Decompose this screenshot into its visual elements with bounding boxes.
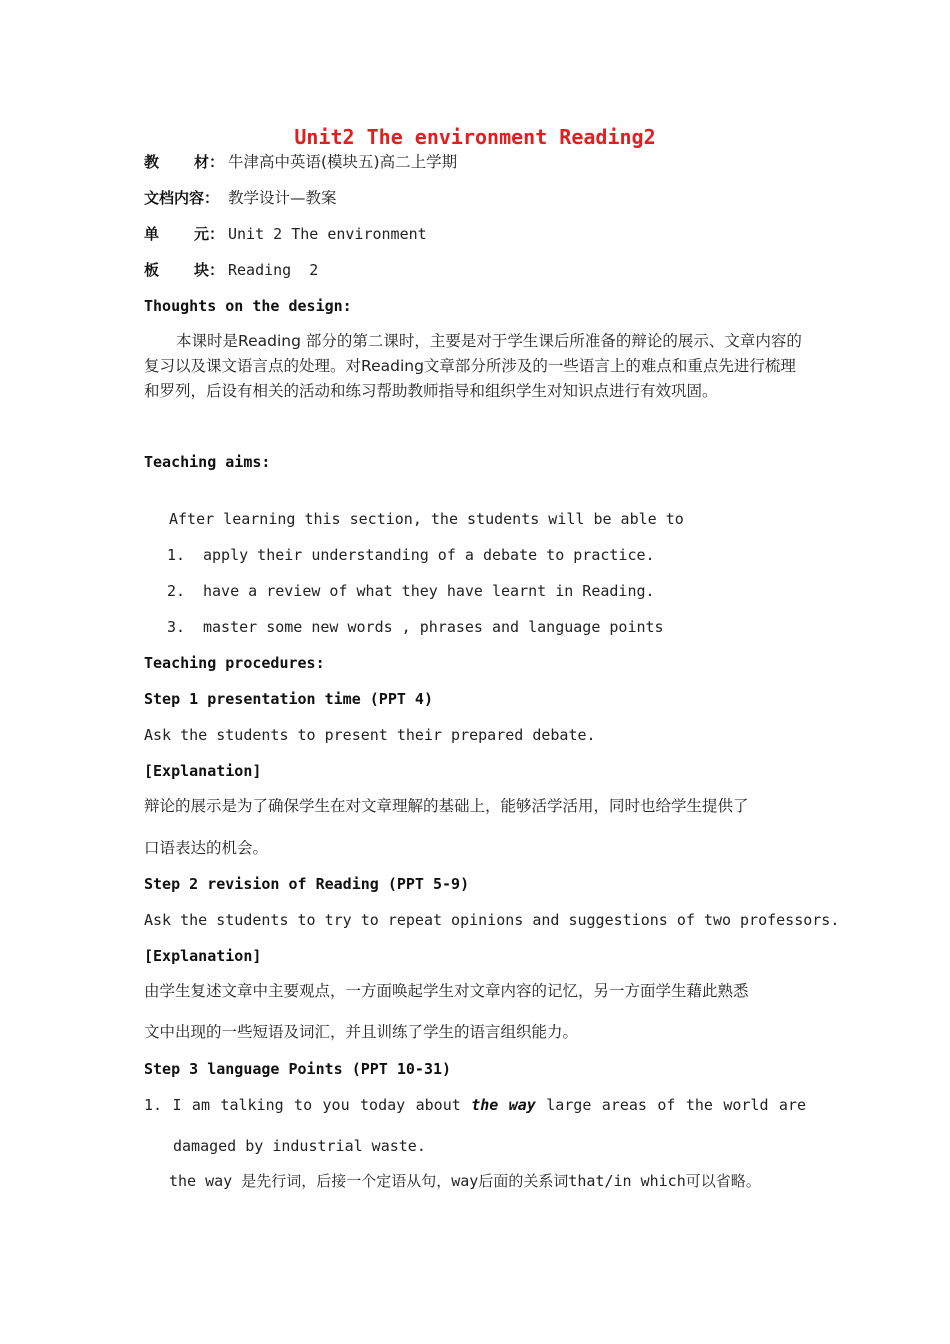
step2-explanation-line1: 由学生复述文章中主要观点，一方面唤起学生对文章内容的记忆，另一方面学生藉此熟悉 bbox=[144, 982, 749, 1000]
aim-item-3 bbox=[167, 617, 664, 637]
aim-number: 2. bbox=[167, 582, 186, 600]
meta-doc-value: 教学设计—教案 bbox=[228, 189, 337, 207]
step2-instruction: Ask the students to try to repeat opinions and suggestions of two professors. bbox=[144, 911, 840, 929]
meta-unit-label: 单 元： bbox=[144, 225, 225, 243]
meta-textbook-row bbox=[144, 152, 457, 172]
aim-item-2 bbox=[167, 581, 655, 601]
meta-section-label: 板 块： bbox=[144, 261, 225, 279]
point-emphasis: the way bbox=[471, 1096, 536, 1114]
step1-explanation-line2: 口语表达的机会。 bbox=[144, 839, 269, 857]
aim-item-1 bbox=[167, 545, 655, 565]
step3-heading: Step 3 language Points (PPT 10-31) bbox=[144, 1060, 452, 1078]
point-text-before: I am talking to you today about bbox=[172, 1096, 461, 1114]
thoughts-paragraph: 本课时是Reading 部分的第二课时，主要是对于学生课后所准备的辩论的展示、文章内容的复习以及课文语言点的处理。对Reading文章部分所涉及的一些语言上的难点和重点先进行梳理和罗列，后设有相关的活动和练习帮助教师指导和组织学生对知识点进行有效巩固。 bbox=[144, 332, 802, 400]
meta-textbook-value: 牛津高中英语(模块五)高二上学期 bbox=[228, 153, 458, 171]
procedures-heading: Teaching procedures: bbox=[144, 654, 325, 672]
meta-unit-row bbox=[144, 224, 427, 244]
thoughts-heading: Thoughts on the design: bbox=[144, 297, 352, 315]
step2-explanation-line2: 文中出现的一些短语及词汇，并且训练了学生的语言组织能力。 bbox=[144, 1023, 579, 1041]
meta-doc-row bbox=[144, 188, 337, 208]
meta-unit-value: Unit 2 The environment bbox=[228, 225, 427, 243]
meta-section-row bbox=[144, 260, 318, 280]
aim-text: have a review of what they have learnt in Reading. bbox=[203, 582, 655, 600]
aim-text: master some new words , phrases and language points bbox=[203, 618, 664, 636]
step1-instruction: Ask the students to present their prepared debate. bbox=[144, 726, 596, 744]
aim-number: 1. bbox=[167, 546, 186, 564]
meta-textbook-label: 教 材： bbox=[144, 153, 225, 171]
language-point-1-note: the way 是先行词，后接一个定语从句，way后面的关系词that/in which可以省略。 bbox=[169, 1172, 761, 1190]
meta-doc-label: 文档内容： bbox=[144, 189, 220, 207]
aim-text: apply their understanding of a debate to practice. bbox=[203, 546, 655, 564]
language-point-1-line1 bbox=[144, 1095, 806, 1115]
point-text-after: large areas of the world are bbox=[546, 1096, 807, 1114]
meta-section-value: Reading 2 bbox=[228, 261, 319, 279]
step2-heading: Step 2 revision of Reading (PPT 5-9) bbox=[144, 875, 470, 893]
document-title: Unit2 The environment Reading2 bbox=[294, 125, 656, 149]
aim-number: 3. bbox=[167, 618, 186, 636]
language-point-1-line2: damaged by industrial waste. bbox=[173, 1137, 426, 1155]
aims-intro: After learning this section, the students will be able to bbox=[169, 510, 684, 528]
point-number: 1. bbox=[144, 1096, 163, 1114]
step1-heading: Step 1 presentation time (PPT 4) bbox=[144, 690, 433, 708]
step1-explanation-line1: 辩论的展示是为了确保学生在对文章理解的基础上，能够活学活用，同时也给学生提供了 bbox=[144, 797, 749, 815]
aims-heading: Teaching aims: bbox=[144, 453, 271, 471]
step2-explanation-label: [Explanation] bbox=[144, 947, 262, 965]
step1-explanation-label: [Explanation] bbox=[144, 762, 262, 780]
